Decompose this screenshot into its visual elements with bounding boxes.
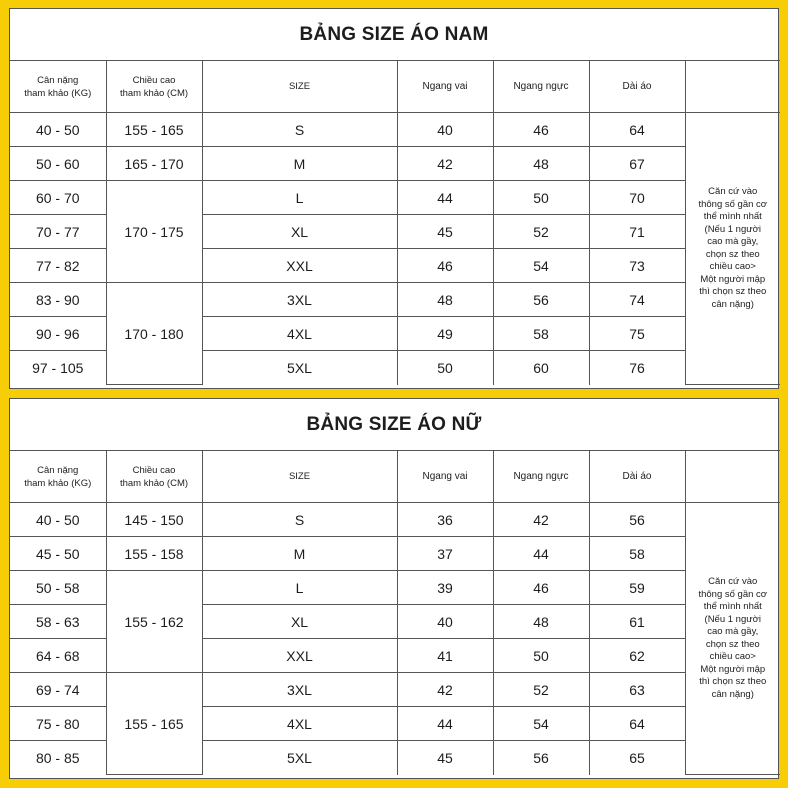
header-note xyxy=(685,451,780,503)
shoulder-cell: 45 xyxy=(397,741,493,775)
chart-title: BẢNG SIZE ÁO NAM xyxy=(10,9,778,61)
size-cell: XXL xyxy=(202,249,397,283)
height-cell: 155 - 165 xyxy=(106,673,202,775)
weight-cell: 64 - 68 xyxy=(10,639,106,673)
sizing-note xyxy=(685,503,780,775)
chest-cell: 58 xyxy=(493,317,589,351)
size-table xyxy=(10,60,780,385)
length-cell: 64 xyxy=(589,113,685,147)
weight-cell: 80 - 85 xyxy=(10,741,106,775)
chest-cell: 50 xyxy=(493,181,589,215)
size-cell: S xyxy=(202,503,397,537)
weight-cell: 40 - 50 xyxy=(10,113,106,147)
sizing-note-line: chiều cao> xyxy=(709,261,756,272)
length-cell: 63 xyxy=(589,673,685,707)
weight-cell: 69 - 74 xyxy=(10,673,106,707)
header-note xyxy=(685,61,780,113)
table-row xyxy=(10,283,780,317)
size-cell: 3XL xyxy=(202,283,397,317)
chest-cell: 44 xyxy=(493,537,589,571)
sizing-note-line: chọn sz theo xyxy=(705,248,760,260)
weight-cell: 77 - 82 xyxy=(10,249,106,283)
table-row xyxy=(10,673,780,707)
table-row xyxy=(10,571,780,605)
size-table xyxy=(10,450,780,775)
height-cell: 170 - 175 xyxy=(106,181,202,283)
chest-cell: 56 xyxy=(493,741,589,775)
header-row xyxy=(10,451,780,503)
height-cell: 145 - 150 xyxy=(106,503,202,537)
header-height-line: tham khảo (CM) xyxy=(119,87,189,99)
length-cell: 70 xyxy=(589,181,685,215)
size-cell: 4XL xyxy=(202,317,397,351)
chest-cell: 52 xyxy=(493,673,589,707)
chest-cell: 56 xyxy=(493,283,589,317)
shoulder-cell: 46 xyxy=(397,249,493,283)
height-cell: 170 - 180 xyxy=(106,283,202,385)
size-cell: XXL xyxy=(202,639,397,673)
size-cell: 4XL xyxy=(202,707,397,741)
weight-cell: 97 - 105 xyxy=(10,351,106,385)
length-cell: 64 xyxy=(589,707,685,741)
sizing-note-line: (Nếu 1 người xyxy=(704,223,761,235)
length-cell: 76 xyxy=(589,351,685,385)
length-cell: 71 xyxy=(589,215,685,249)
chest-cell: 46 xyxy=(493,113,589,147)
table-row xyxy=(10,537,780,571)
shoulder-cell: 44 xyxy=(397,707,493,741)
header-weight xyxy=(10,451,106,503)
shoulder-cell: 42 xyxy=(397,673,493,707)
weight-cell: 90 - 96 xyxy=(10,317,106,351)
header-shoulder: Ngang vai xyxy=(397,451,493,503)
table-row xyxy=(10,147,780,181)
sizing-note-line: cân nặng) xyxy=(711,688,754,700)
sizing-note xyxy=(685,113,780,385)
sizing-note-line: cao mà gầy, xyxy=(707,236,759,247)
header-length: Dài áo xyxy=(589,451,685,503)
sizing-note-line: Căn cứ vào xyxy=(708,186,758,197)
header-shoulder: Ngang vai xyxy=(397,61,493,113)
header-chest: Ngang ngực xyxy=(493,451,589,503)
shoulder-cell: 40 xyxy=(397,113,493,147)
weight-cell: 58 - 63 xyxy=(10,605,106,639)
height-cell: 165 - 170 xyxy=(106,147,202,181)
sizing-note-line: thể mình nhất xyxy=(703,601,762,612)
header-weight xyxy=(10,61,106,113)
length-cell: 67 xyxy=(589,147,685,181)
table-row xyxy=(10,503,780,537)
weight-cell: 45 - 50 xyxy=(10,537,106,571)
length-cell: 74 xyxy=(589,283,685,317)
sizing-note-line: thì chọn sz theo xyxy=(699,676,767,687)
sizing-note-line: Căn cứ vào xyxy=(708,576,758,587)
header-weight-line: tham khảo (KG) xyxy=(24,477,92,489)
shoulder-cell: 44 xyxy=(397,181,493,215)
sizing-note-line: cao mà gầy, xyxy=(707,626,759,637)
shoulder-cell: 37 xyxy=(397,537,493,571)
size-cell: L xyxy=(202,571,397,605)
header-chest: Ngang ngực xyxy=(493,61,589,113)
sizing-note-line: Một người mập xyxy=(700,273,766,285)
size-cell: XL xyxy=(202,605,397,639)
chest-cell: 42 xyxy=(493,503,589,537)
weight-cell: 40 - 50 xyxy=(10,503,106,537)
chest-cell: 46 xyxy=(493,571,589,605)
shoulder-cell: 40 xyxy=(397,605,493,639)
weight-cell: 50 - 60 xyxy=(10,147,106,181)
length-cell: 58 xyxy=(589,537,685,571)
chest-cell: 54 xyxy=(493,707,589,741)
chart-title: BẢNG SIZE ÁO NỮ xyxy=(10,399,778,451)
size-chart-women xyxy=(9,398,779,779)
height-cell: 155 - 162 xyxy=(106,571,202,673)
header-height xyxy=(106,61,202,113)
shoulder-cell: 49 xyxy=(397,317,493,351)
sizing-note-line: chiều cao> xyxy=(709,651,756,662)
size-cell: 5XL xyxy=(202,351,397,385)
height-cell: 155 - 165 xyxy=(106,113,202,147)
chest-cell: 50 xyxy=(493,639,589,673)
weight-cell: 75 - 80 xyxy=(10,707,106,741)
size-cell: 5XL xyxy=(202,741,397,775)
length-cell: 59 xyxy=(589,571,685,605)
sizing-note-line: chọn sz theo xyxy=(705,638,760,650)
header-size: SIZE xyxy=(202,451,397,503)
length-cell: 75 xyxy=(589,317,685,351)
length-cell: 61 xyxy=(589,605,685,639)
shoulder-cell: 39 xyxy=(397,571,493,605)
length-cell: 56 xyxy=(589,503,685,537)
size-cell: 3XL xyxy=(202,673,397,707)
weight-cell: 83 - 90 xyxy=(10,283,106,317)
length-cell: 62 xyxy=(589,639,685,673)
header-size: SIZE xyxy=(202,61,397,113)
header-weight-line: tham khảo (KG) xyxy=(24,87,92,99)
shoulder-cell: 36 xyxy=(397,503,493,537)
size-cell: L xyxy=(202,181,397,215)
header-height-line: tham khảo (CM) xyxy=(119,477,189,489)
shoulder-cell: 41 xyxy=(397,639,493,673)
length-cell: 73 xyxy=(589,249,685,283)
header-row xyxy=(10,61,780,113)
chest-cell: 52 xyxy=(493,215,589,249)
sizing-note-line: thì chọn sz theo xyxy=(699,286,767,297)
chest-cell: 60 xyxy=(493,351,589,385)
length-cell: 65 xyxy=(589,741,685,775)
shoulder-cell: 42 xyxy=(397,147,493,181)
size-cell: XL xyxy=(202,215,397,249)
header-height-line: Chiều cao xyxy=(132,464,176,476)
size-cell: S xyxy=(202,113,397,147)
shoulder-cell: 50 xyxy=(397,351,493,385)
weight-cell: 50 - 58 xyxy=(10,571,106,605)
size-chart-men xyxy=(9,8,779,389)
chest-cell: 48 xyxy=(493,605,589,639)
sizing-note-line: thông số gần cơ xyxy=(698,198,768,210)
chest-cell: 48 xyxy=(493,147,589,181)
sizing-note-line: thể mình nhất xyxy=(703,211,762,222)
sizing-note-line: (Nếu 1 người xyxy=(704,613,761,625)
header-height-line: Chiều cao xyxy=(132,74,176,86)
sizing-note-line: thông số gần cơ xyxy=(698,588,768,600)
header-length: Dài áo xyxy=(589,61,685,113)
shoulder-cell: 48 xyxy=(397,283,493,317)
shoulder-cell: 45 xyxy=(397,215,493,249)
chest-cell: 54 xyxy=(493,249,589,283)
sizing-note-line: Một người mập xyxy=(700,663,766,675)
header-height xyxy=(106,451,202,503)
size-cell: M xyxy=(202,537,397,571)
table-row xyxy=(10,113,780,147)
weight-cell: 60 - 70 xyxy=(10,181,106,215)
header-weight-line: Cân nặng xyxy=(37,74,79,86)
header-weight-line: Cân nặng xyxy=(37,464,79,476)
weight-cell: 70 - 77 xyxy=(10,215,106,249)
table-row xyxy=(10,181,780,215)
height-cell: 155 - 158 xyxy=(106,537,202,571)
sizing-note-line: cân nặng) xyxy=(711,298,754,310)
size-cell: M xyxy=(202,147,397,181)
